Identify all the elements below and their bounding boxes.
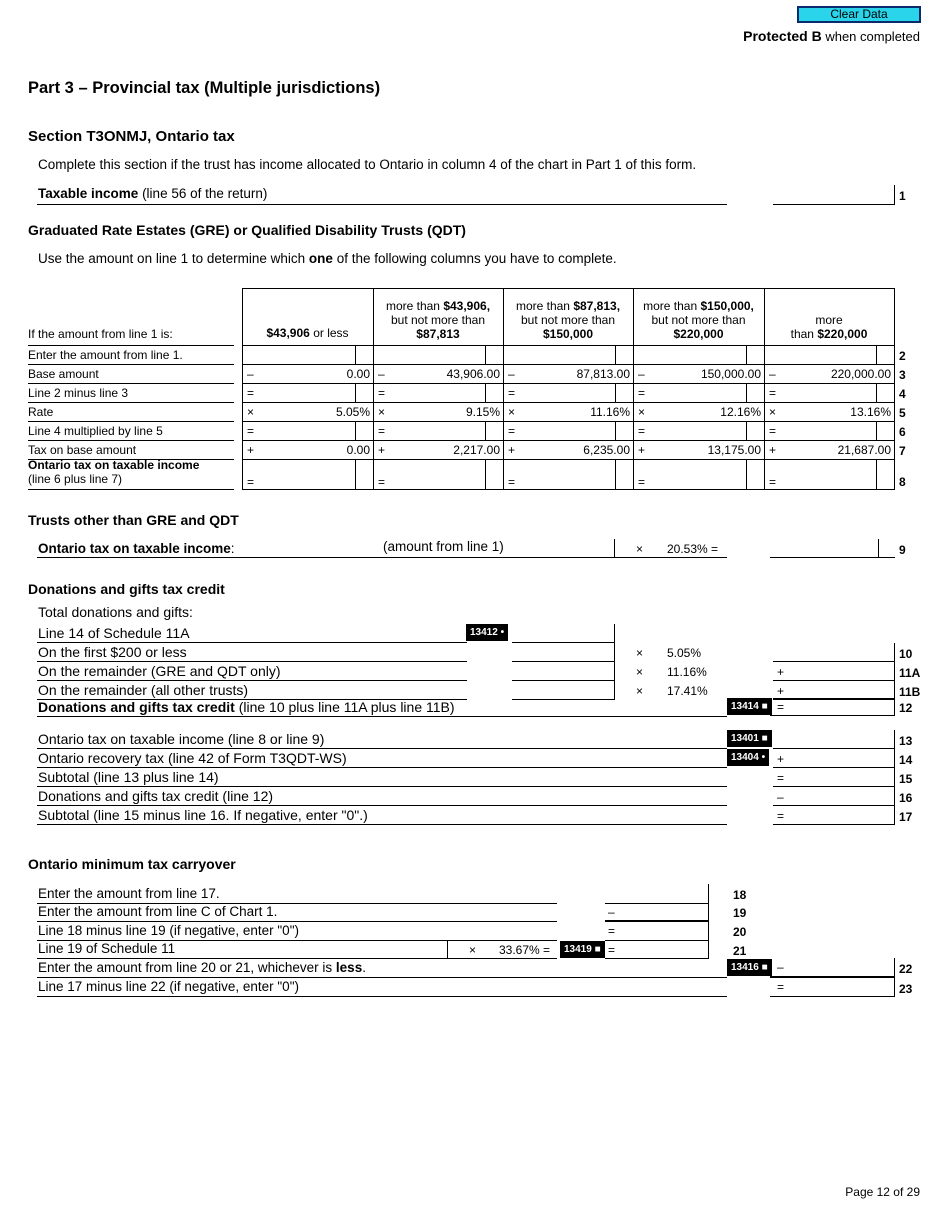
donation-row-input[interactable] bbox=[512, 643, 615, 662]
rate-cell-op: + bbox=[508, 443, 516, 457]
row8-input[interactable] bbox=[504, 460, 614, 488]
rule-line12 bbox=[37, 716, 727, 717]
rate-row-rule bbox=[242, 440, 894, 441]
trusts-other-colon: : bbox=[230, 541, 235, 556]
column-header-3 bbox=[503, 299, 633, 341]
rate-cell-input[interactable] bbox=[504, 346, 614, 363]
rate-cell-input[interactable] bbox=[634, 384, 745, 401]
col4-line1 bbox=[633, 299, 764, 313]
col3-more-than: more than bbox=[515, 299, 570, 313]
line20-op: = bbox=[608, 924, 616, 938]
rate-cell-op: + bbox=[247, 443, 255, 457]
line-number: 11A bbox=[899, 666, 921, 680]
row8-input[interactable] bbox=[243, 460, 354, 488]
gre-title: Graduated Rate Estates (GRE) or Qualified Disability Trusts (QDT) bbox=[28, 222, 466, 238]
trusts-other-label bbox=[38, 541, 235, 556]
col4-more-than: more than bbox=[643, 299, 698, 313]
minimum-tax-title: Ontario minimum tax carryover bbox=[28, 856, 236, 872]
column-header-2 bbox=[373, 299, 503, 341]
donation-row-times: × bbox=[636, 665, 644, 679]
line-number-23: 23 bbox=[899, 982, 913, 996]
donation-row-input[interactable] bbox=[512, 681, 615, 700]
donation-row-op: + bbox=[777, 684, 785, 698]
rate-row-rule-left bbox=[28, 421, 234, 422]
summary-row-label: Donations and gifts tax credit (line 12) bbox=[38, 788, 274, 804]
rate-cell-op: – bbox=[378, 367, 385, 381]
rule-schedule-11a bbox=[37, 642, 467, 643]
row8-label-rest: (line 6 plus line 7) bbox=[28, 472, 123, 486]
donation-row-label: On the remainder (all other trusts) bbox=[38, 682, 249, 698]
line-number-8: 8 bbox=[899, 475, 906, 489]
intro-text: Complete this section if the trust has income allocated to Ontario in column 4 of the chart in Part 1 of this form. bbox=[38, 157, 697, 172]
col4-upper: $220,000 bbox=[673, 327, 724, 341]
rate-cell-op: × bbox=[378, 405, 386, 419]
line-number-12: 12 bbox=[899, 701, 913, 715]
donations-credit-rest: (line 10 plus line 11A plus line 11B) bbox=[238, 699, 455, 715]
line-number: 14 bbox=[899, 753, 913, 767]
rate-row-rule-left bbox=[28, 383, 234, 384]
summary-row-rule bbox=[37, 824, 727, 825]
donation-row-times: × bbox=[636, 684, 644, 698]
rate-cell-value: 13.16% bbox=[850, 405, 891, 419]
rate-cell-cents-divider bbox=[876, 383, 877, 402]
rate-cell-value: 6,235.00 bbox=[583, 443, 630, 457]
donations-credit-label bbox=[38, 699, 455, 715]
rate-cell-op: × bbox=[769, 405, 777, 419]
rate-row-label: Tax on base amount bbox=[28, 443, 137, 457]
line19-op: – bbox=[608, 905, 615, 919]
rate-cell-value: 220,000.00 bbox=[830, 367, 891, 381]
rate-cell-cents-divider bbox=[485, 421, 486, 440]
rate-cell-cents-divider bbox=[615, 383, 616, 402]
line21-op: = bbox=[608, 943, 616, 957]
line-number-21: 21 bbox=[733, 944, 747, 958]
row8-cents-divider bbox=[746, 459, 747, 489]
table-vline-5 bbox=[894, 288, 895, 490]
section-title: Section T3ONMJ, Ontario tax bbox=[28, 128, 235, 145]
row8-input[interactable] bbox=[374, 460, 484, 488]
rate-cell-value: 150,000.00 bbox=[700, 367, 761, 381]
line-number: 5 bbox=[899, 406, 906, 420]
row8-input[interactable] bbox=[634, 460, 745, 488]
rate-cell-value: 2,217.00 bbox=[453, 443, 500, 457]
line19-input[interactable] bbox=[605, 903, 709, 922]
line22-input[interactable] bbox=[770, 958, 895, 978]
row8-op: = bbox=[638, 475, 646, 489]
donations-title: Donations and gifts tax credit bbox=[28, 581, 225, 597]
rate-cell-op: – bbox=[508, 367, 515, 381]
rate-cell-op: + bbox=[769, 443, 777, 457]
col4-not-more: but not more than bbox=[651, 313, 746, 327]
table-top-rule bbox=[242, 288, 894, 289]
row8-rule bbox=[242, 489, 894, 490]
summary-row-input[interactable] bbox=[773, 806, 895, 825]
donation-row-result[interactable] bbox=[773, 662, 895, 681]
line20-input[interactable] bbox=[605, 922, 709, 941]
trusts-other-amount: (amount from line 1) bbox=[383, 539, 504, 554]
summary-row-input[interactable] bbox=[773, 787, 895, 806]
line20-label: Line 18 minus line 19 (if negative, enter "0") bbox=[38, 923, 299, 938]
rate-cell-op: = bbox=[378, 424, 386, 438]
line9-input-cents[interactable] bbox=[878, 539, 895, 558]
col2-lower: $43,906, bbox=[443, 299, 491, 313]
row8-label-bold: Ontario tax on taxable income bbox=[28, 458, 200, 472]
rate-cell-op: = bbox=[638, 424, 646, 438]
rate-cell-value: 0.00 bbox=[346, 443, 370, 457]
row8-cents-divider bbox=[615, 459, 616, 489]
rate-cell-op: – bbox=[247, 367, 254, 381]
rate-cell-input[interactable] bbox=[765, 422, 875, 439]
line-number: 3 bbox=[899, 368, 906, 382]
summary-row-op: – bbox=[777, 790, 784, 804]
rate-cell-op: + bbox=[638, 443, 646, 457]
schedule-11a-label: Line 14 of Schedule 11A bbox=[38, 625, 190, 641]
donations-credit-bold: Donations and gifts tax credit bbox=[38, 699, 235, 715]
protected-b-notice bbox=[743, 28, 920, 44]
line21-rate: 33.67% = bbox=[499, 943, 551, 957]
rate-cell-cents-divider bbox=[746, 383, 747, 402]
rate-cell-input[interactable] bbox=[243, 346, 354, 363]
line-number: 15 bbox=[899, 772, 913, 786]
rate-row-rule-left bbox=[28, 440, 234, 441]
line9-rate: 20.53% = bbox=[667, 542, 719, 556]
rate-cell-value: 9.15% bbox=[465, 405, 500, 419]
col2-upper: $87,813 bbox=[416, 327, 460, 341]
taxable-income-label bbox=[38, 186, 267, 201]
row8-op: = bbox=[378, 475, 386, 489]
line22-post: . bbox=[362, 960, 366, 975]
trusts-other-label-bold: Ontario tax on taxable income bbox=[38, 541, 231, 556]
code-13414-badge: 13414 ■ bbox=[727, 698, 772, 715]
column-header-1 bbox=[242, 326, 373, 340]
rate-cell-op: = bbox=[769, 386, 777, 400]
rate-cell-op: = bbox=[769, 424, 777, 438]
row8-op: = bbox=[508, 475, 516, 489]
rate-cell-input[interactable] bbox=[374, 384, 484, 401]
rate-cell-cents-divider bbox=[485, 345, 486, 364]
rate-cell-input[interactable] bbox=[243, 422, 354, 439]
line-number-1: 1 bbox=[899, 189, 906, 203]
col2-more-than: more than bbox=[385, 299, 440, 313]
use-amount-pre: Use the amount on line 1 to determine which bbox=[38, 251, 306, 266]
row8-op: = bbox=[247, 475, 255, 489]
rate-cell-op: × bbox=[508, 405, 516, 419]
donation-row-rate: 11.16% bbox=[667, 665, 707, 679]
rate-row-label: Enter the amount from line 1. bbox=[28, 348, 183, 362]
protected-b-rest: when completed bbox=[825, 29, 920, 44]
summary-row-label: Subtotal (line 13 plus line 14) bbox=[38, 769, 219, 785]
summary-row-input[interactable] bbox=[773, 768, 895, 787]
line9-times: × bbox=[636, 542, 644, 556]
summary-row-op: = bbox=[777, 771, 785, 785]
line23-op: = bbox=[777, 980, 785, 994]
rate-row-label: Rate bbox=[28, 405, 54, 419]
summary-row-rule bbox=[37, 805, 727, 806]
rate-cell-input[interactable] bbox=[243, 384, 354, 401]
col3-not-more: but not more than bbox=[520, 313, 616, 327]
row8-rule-left bbox=[28, 489, 234, 490]
column-header-5 bbox=[764, 313, 894, 341]
rate-cell-op: = bbox=[638, 386, 646, 400]
donation-row-rate: 5.05% bbox=[667, 646, 702, 660]
rate-cell-input[interactable] bbox=[504, 422, 614, 439]
rate-cell-cents-divider bbox=[615, 345, 616, 364]
rate-cell-input[interactable] bbox=[634, 346, 745, 363]
rate-row-label: Line 2 minus line 3 bbox=[28, 386, 129, 400]
schedule-11a-input[interactable] bbox=[512, 624, 615, 643]
table-left-header-rule bbox=[28, 345, 234, 346]
use-amount-post: of the following columns you have to complete. bbox=[336, 251, 617, 266]
col5-line2 bbox=[764, 327, 894, 341]
col3-line1 bbox=[503, 299, 633, 313]
donation-row-rule bbox=[37, 661, 467, 662]
rate-cell-cents-divider bbox=[876, 345, 877, 364]
rate-cell-op: = bbox=[247, 386, 255, 400]
line18-input[interactable] bbox=[605, 884, 709, 904]
rate-table-if-label: If the amount from line 1 is: bbox=[28, 327, 173, 341]
line22-op: – bbox=[777, 960, 784, 974]
trusts-other-title: Trusts other than GRE and QDT bbox=[28, 512, 239, 528]
code-13412-badge: 13412 • bbox=[466, 624, 508, 641]
line22-bold: less bbox=[335, 960, 363, 975]
protected-b: Protected B bbox=[743, 28, 822, 44]
rate-cell-value: 87,813.00 bbox=[576, 367, 630, 381]
line21-times: × bbox=[469, 943, 477, 957]
line18-label: Enter the amount from line 17. bbox=[38, 886, 220, 901]
page-number: Page 12 of 29 bbox=[845, 1185, 920, 1199]
rate-cell-value: 5.05% bbox=[335, 405, 370, 419]
line-number: 16 bbox=[899, 791, 913, 805]
donation-row-rate: 17.41% bbox=[667, 684, 708, 698]
donation-row-op: + bbox=[777, 665, 785, 679]
summary-row-input[interactable] bbox=[773, 730, 895, 749]
summary-row-code-badge: 13401 ■ bbox=[727, 730, 772, 747]
donation-row-result[interactable] bbox=[773, 643, 895, 662]
rate-cell-input[interactable] bbox=[765, 346, 875, 363]
line-number: 17 bbox=[899, 810, 913, 824]
line22-pre: Enter the amount from line 20 or 21, whichever is bbox=[38, 960, 333, 975]
line-number: 11B bbox=[899, 685, 921, 699]
col1-amount: $43,906 bbox=[266, 326, 310, 340]
rate-cell-cents-divider bbox=[876, 421, 877, 440]
rate-cell-op: = bbox=[378, 386, 386, 400]
rate-row-label: Line 4 multiplied by line 5 bbox=[28, 424, 163, 438]
row8-input[interactable] bbox=[765, 460, 875, 488]
donations-total-label: Total donations and gifts: bbox=[38, 604, 193, 620]
use-amount-text bbox=[38, 251, 617, 266]
summary-row-label: Ontario tax on taxable income (line 8 or line 9) bbox=[38, 731, 325, 747]
line-number: 4 bbox=[899, 387, 906, 401]
line9-input[interactable] bbox=[770, 539, 878, 558]
rate-row-label: Base amount bbox=[28, 367, 99, 381]
col1-or-less: or less bbox=[313, 326, 349, 340]
rate-cell-op: = bbox=[508, 424, 516, 438]
line-number: 7 bbox=[899, 444, 906, 458]
rate-cell-input[interactable] bbox=[634, 422, 745, 439]
rule-line19 bbox=[37, 921, 557, 922]
use-amount-bold: one bbox=[308, 251, 333, 266]
line21-input[interactable] bbox=[605, 940, 709, 959]
summary-row-input[interactable] bbox=[773, 749, 895, 768]
line-number-20: 20 bbox=[733, 925, 747, 939]
part-title: Part 3 – Provincial tax (Multiple jurisdictions) bbox=[28, 79, 381, 97]
rate-cell-op: – bbox=[769, 367, 776, 381]
rule-line22 bbox=[37, 977, 727, 978]
line12-input[interactable] bbox=[770, 697, 895, 716]
rate-cell-value: 0.00 bbox=[346, 367, 370, 381]
summary-row-label: Subtotal (line 15 minus line 16. If negative, enter "0".) bbox=[38, 807, 368, 823]
rate-cell-value: 11.16% bbox=[590, 405, 630, 419]
rate-cell-op: + bbox=[378, 443, 386, 457]
line22-label bbox=[38, 960, 366, 975]
row8-cents-divider bbox=[485, 459, 486, 489]
row8-label bbox=[28, 458, 199, 486]
summary-row-op: + bbox=[777, 752, 785, 766]
rate-cell-input[interactable] bbox=[374, 346, 484, 363]
line-number-19: 19 bbox=[733, 906, 747, 920]
line-number: 10 bbox=[899, 647, 913, 661]
code-13416-badge: 13416 ■ bbox=[727, 959, 772, 976]
rate-cell-op: – bbox=[638, 367, 645, 381]
rate-cell-cents-divider bbox=[355, 383, 356, 402]
line21-label: Line 19 of Schedule 11 bbox=[38, 941, 176, 956]
rate-cell-value: 43,906.00 bbox=[446, 367, 500, 381]
line-number-22: 22 bbox=[899, 962, 913, 976]
col5-than: than bbox=[790, 327, 814, 341]
col5-more: more bbox=[815, 313, 843, 327]
rate-cell-cents-divider bbox=[746, 345, 747, 364]
donation-row-input[interactable] bbox=[512, 662, 615, 681]
col2-not-more: but not more than bbox=[390, 313, 486, 327]
line-number: 6 bbox=[899, 425, 906, 439]
col3-upper: $150,000 bbox=[542, 327, 594, 341]
rate-cell-value: 13,175.00 bbox=[707, 443, 761, 457]
line-number: 2 bbox=[899, 349, 906, 363]
rate-cell-input[interactable] bbox=[374, 422, 484, 439]
rate-cell-op: = bbox=[247, 424, 255, 438]
line12-op: = bbox=[777, 700, 785, 714]
rate-row-rule bbox=[242, 364, 894, 365]
summary-row-op: = bbox=[777, 809, 785, 823]
summary-row-rule bbox=[37, 767, 727, 768]
col4-lower: $150,000, bbox=[700, 299, 754, 313]
line-number-9: 9 bbox=[899, 543, 906, 557]
donation-row-times: × bbox=[636, 646, 644, 660]
row8-op: = bbox=[769, 475, 777, 489]
row8-cents-divider bbox=[355, 459, 356, 489]
taxable-income-bold: Taxable income bbox=[38, 186, 139, 201]
rate-cell-input[interactable] bbox=[765, 384, 875, 401]
rate-cell-value: 21,687.00 bbox=[837, 443, 891, 457]
rate-row-rule bbox=[242, 402, 894, 403]
rule-line1 bbox=[37, 204, 727, 205]
line-number-18: 18 bbox=[733, 888, 747, 902]
donation-row-rule bbox=[37, 680, 467, 681]
row8-cents-divider bbox=[876, 459, 877, 489]
rule-line23 bbox=[37, 996, 727, 997]
rate-row-rule-left bbox=[28, 364, 234, 365]
column-header-4 bbox=[633, 299, 764, 341]
summary-row-label: Ontario recovery tax (line 42 of Form T3QDT-WS) bbox=[38, 750, 347, 766]
donation-row-label: On the remainder (GRE and QDT only) bbox=[38, 663, 281, 679]
clear-data-button[interactable]: Clear Data bbox=[797, 6, 921, 23]
taxable-income-rest: (line 56 of the return) bbox=[142, 186, 268, 201]
line1-input[interactable] bbox=[773, 185, 895, 205]
col5-amount: $220,000 bbox=[817, 327, 868, 341]
line23-input[interactable] bbox=[770, 978, 895, 997]
col2-line1 bbox=[373, 299, 503, 313]
summary-row-rule bbox=[37, 748, 727, 749]
line23-label: Line 17 minus line 22 (if negative, enter "0") bbox=[38, 979, 299, 994]
summary-row-rule bbox=[37, 786, 727, 787]
rate-cell-op: = bbox=[508, 386, 516, 400]
donation-row-label: On the first $200 or less bbox=[38, 644, 187, 660]
rate-cell-input[interactable] bbox=[504, 384, 614, 401]
col3-lower: $87,813, bbox=[573, 299, 621, 313]
rate-cell-op: × bbox=[247, 405, 255, 419]
rate-cell-op: × bbox=[638, 405, 646, 419]
rate-cell-cents-divider bbox=[485, 383, 486, 402]
line-number: 13 bbox=[899, 734, 913, 748]
rate-cell-cents-divider bbox=[615, 421, 616, 440]
summary-row-code-badge: 13404 • bbox=[727, 749, 769, 766]
rate-row-rule-left bbox=[28, 402, 234, 403]
rate-cell-cents-divider bbox=[355, 345, 356, 364]
line9-amount-input[interactable] bbox=[512, 539, 615, 558]
rate-cell-value: 12.16% bbox=[720, 405, 761, 419]
rule-line9 bbox=[37, 557, 727, 558]
code-13419-badge: 13419 ■ bbox=[560, 941, 605, 958]
rate-cell-cents-divider bbox=[355, 421, 356, 440]
rate-cell-cents-divider bbox=[746, 421, 747, 440]
line19-label: Enter the amount from line C of Chart 1. bbox=[38, 904, 278, 919]
